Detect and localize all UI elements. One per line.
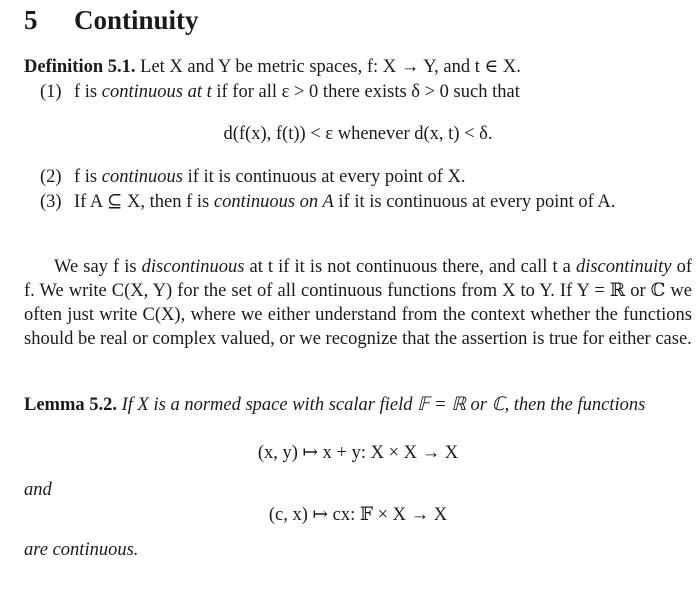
item-text-pre: f is	[74, 167, 102, 187]
paragraph-text-3: of f. We write C(X, Y) for the set of all continuous functions from X to Y. If Y = ℝ or ℂ we often just write C(X), where we either understand from the context whether the functions should be real or complex valued, or we recognize that the assertion is true for either case.	[24, 257, 692, 349]
item-text-post: if it is continuous at every point of A.	[333, 192, 616, 212]
item-term: continuous on A	[213, 192, 334, 212]
item-term: continuous	[101, 167, 183, 187]
section-number: 5	[24, 5, 38, 35]
item-text-post: if for all ε > 0 there exists δ > 0 such that	[211, 82, 520, 102]
definition-item-1	[40, 80, 692, 104]
item-text-post: if it is continuous at every point of X.	[182, 167, 466, 187]
lemma-display-formula-1: (x, y) ↦ x + y: X × X → X	[257, 443, 459, 463]
definition-intro-text: Let X and Y be metric spaces, f: X → Y, and t ∈ X.	[140, 57, 521, 77]
lemma-closing: are continuous.	[24, 540, 139, 560]
lemma-statement	[24, 393, 692, 417]
item-marker: (2)	[40, 167, 62, 187]
item-text-pre: If A ⊆ X, then f is	[74, 192, 214, 212]
lemma-connector: and	[24, 480, 52, 500]
paragraph-text-2: at t if it is not continuous there, and call t a	[244, 257, 576, 277]
item-marker: (3)	[40, 192, 62, 212]
lemma-label: Lemma 5.2.	[24, 395, 117, 415]
section-heading	[24, 4, 199, 36]
definition-label: Definition 5.1.	[24, 57, 136, 77]
paragraph-text-1: We say f is	[54, 257, 142, 277]
discussion-paragraph	[24, 255, 692, 351]
definition-item-3	[40, 190, 692, 214]
lemma-display-formula-2: (c, x) ↦ cx: 𝔽 × X → X	[268, 505, 448, 525]
definition-display-formula: d(f(x), f(t)) < ε whenever d(x, t) < δ.	[223, 124, 493, 144]
paragraph-term-discontinuity: discontinuity	[575, 257, 672, 277]
item-marker: (1)	[40, 82, 62, 102]
lemma-statement-text: If X is a normed space with scalar field 𝔽 = ℝ or ℂ, then the functions	[121, 395, 646, 415]
item-term: continuous at t	[101, 82, 212, 102]
definition-item-2	[40, 165, 692, 189]
item-text-pre: f is	[74, 82, 102, 102]
paragraph-term-discontinuous: discontinuous	[141, 257, 245, 277]
definition-intro	[24, 55, 692, 79]
section-title: Continuity	[74, 5, 199, 35]
